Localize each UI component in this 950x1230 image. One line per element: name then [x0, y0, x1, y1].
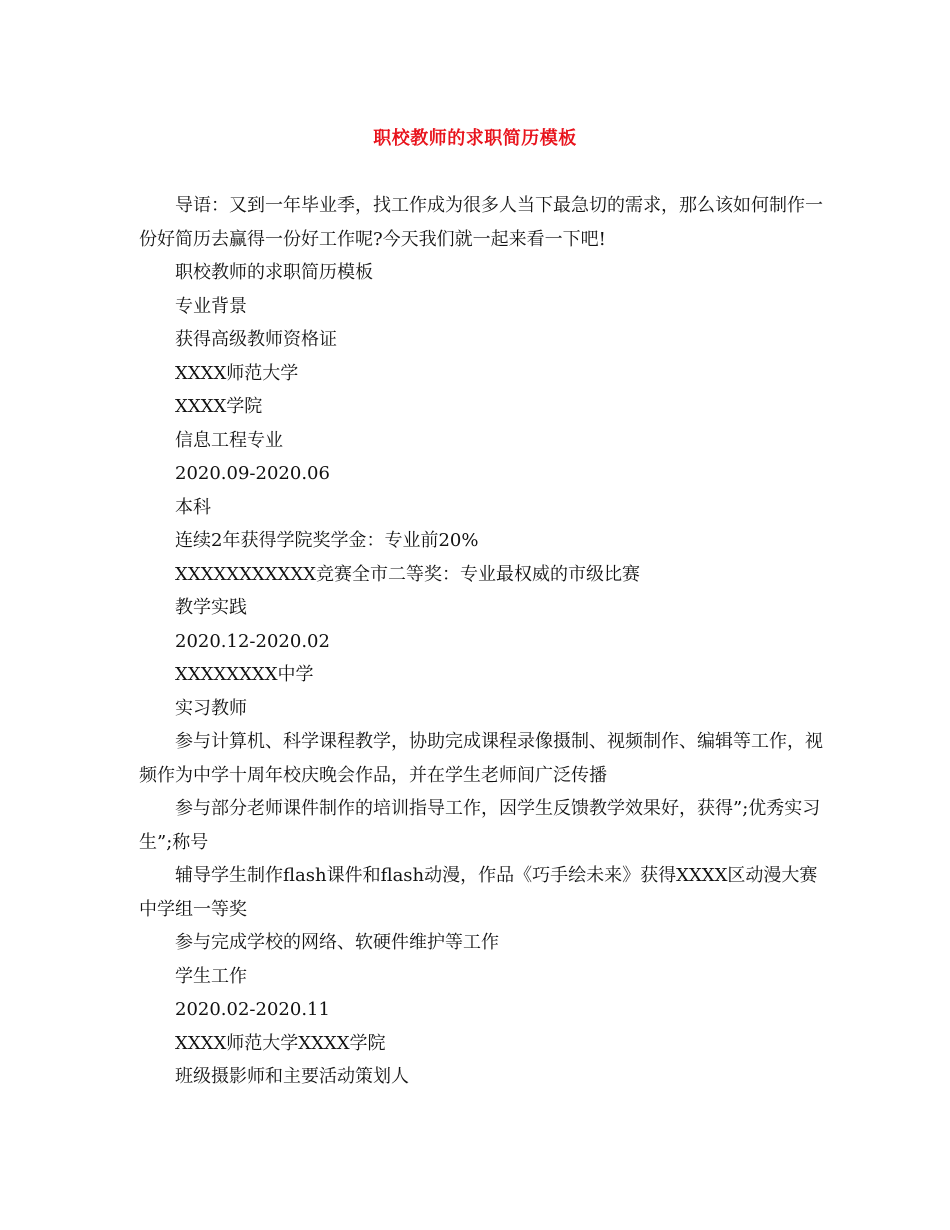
- paragraph-degree: 本科: [175, 496, 211, 518]
- paragraph-education-dates: 2020.09-2020.06: [175, 463, 330, 484]
- section-heading-teaching-practice: 教学实践: [175, 597, 247, 618]
- paragraph-duty-4: 参与完成学校的网络、软硬件维护等工作: [175, 932, 499, 953]
- paragraph-certificate: 获得高级教师资格证: [175, 329, 337, 350]
- paragraph-major: 信息工程专业: [175, 429, 283, 451]
- paragraph-student-work-org: XXXX师范大学XXXX学院: [175, 1032, 386, 1054]
- paragraph-duty-1: 参与计算机、科学课程教学，协助完成课程录像摄制、视频制作、编辑等工作，视频作为中学十周年校庆晚会作品，并在学生老师间广泛传播: [139, 731, 823, 786]
- paragraph-practice-dates: 2020.12-2020.02: [175, 630, 330, 652]
- paragraph-resume-heading: 职校教师的求职简历模板: [175, 262, 373, 283]
- section-heading-student-work: 学生工作: [175, 965, 247, 987]
- paragraph-university: XXXX师范大学: [175, 362, 299, 384]
- paragraph-school: XXXXXXXX中学: [175, 664, 314, 685]
- paragraph-student-work-dates: 2020.02-2020.11: [175, 999, 330, 1020]
- paragraph-student-work-role: 班级摄影师和主要活动策划人: [175, 1066, 409, 1087]
- paragraph-duty-3: 辅导学生制作flash课件和flash动漫，作品《巧手绘未来》获得XXXX区动漫大赛中学组一等奖: [139, 865, 818, 920]
- paragraph-role: 实习教师: [175, 697, 247, 719]
- paragraph-competition: XXXXXXXXXXX竞赛全市二等奖：专业最权威的市级比赛: [175, 563, 640, 585]
- paragraph-intro: 导语：又到一年毕业季，找工作成为很多人当下最急切的需求，那么该如何制作一份好简历去赢得一份好工作呢?今天我们就一起来看一下吧!: [139, 195, 823, 250]
- document-title: 职校教师的求职简历模板: [373, 128, 577, 149]
- paragraph-college: XXXX学院: [175, 396, 263, 417]
- paragraph-duty-2: 参与部分老师课件制作的培训指导工作，因学生反馈教学效果好，获得”;优秀实习生”;称号: [139, 798, 821, 853]
- paragraph-scholarship: 连续2年获得学院奖学金：专业前20%: [175, 530, 479, 551]
- section-heading-education: 专业背景: [175, 295, 247, 317]
- document-body: [139, 189, 829, 1094]
